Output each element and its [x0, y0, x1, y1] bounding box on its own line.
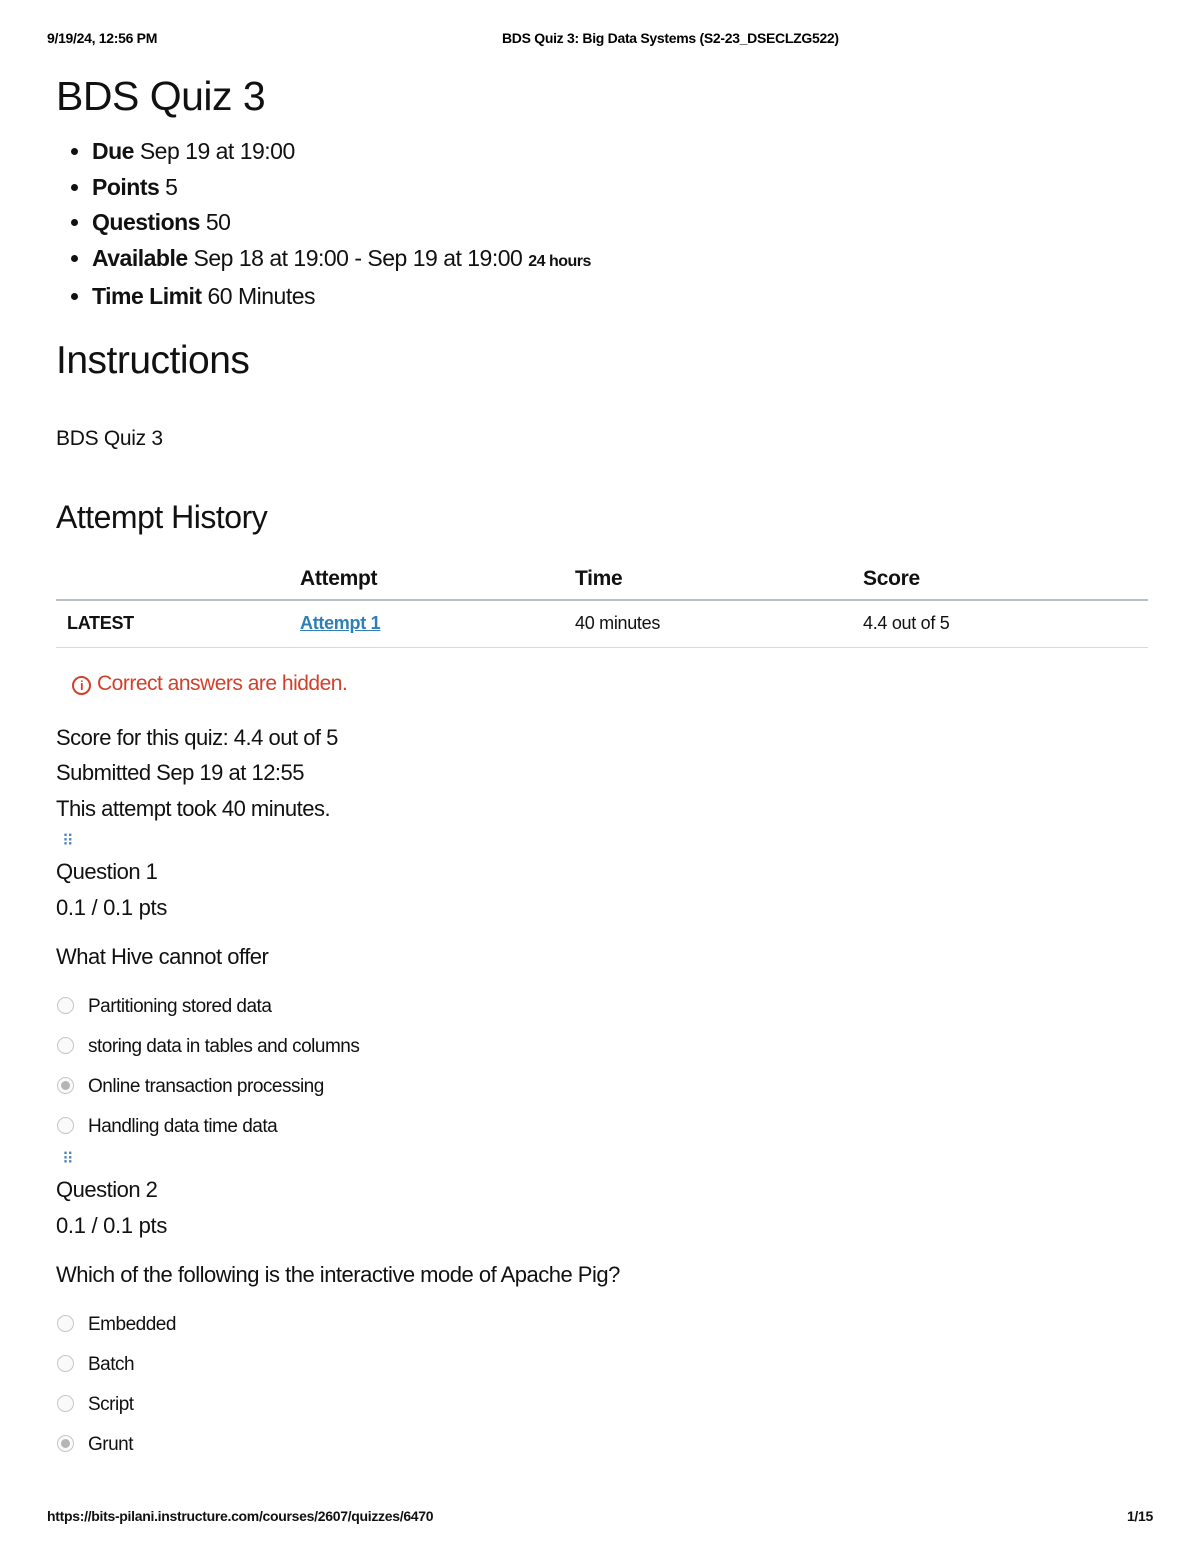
table-header-row: [56, 559, 1148, 600]
answer-label: Script: [88, 1394, 134, 1415]
answer-label: Online transaction processing: [88, 1076, 324, 1097]
attempt-history-heading: Attempt History: [56, 498, 268, 535]
quiz-title: BDS Quiz 3: [56, 73, 266, 119]
detail-label: Points: [92, 173, 160, 200]
answer-list: [56, 1314, 1148, 1474]
detail-points: [92, 170, 1148, 206]
page-url: https://bits-pilani.instructure.com/courses/2607/quizzes/6470: [47, 1508, 434, 1524]
detail-label: Due: [92, 138, 134, 164]
column-header-blank: [56, 559, 300, 600]
question-text: What Hive cannot offer: [56, 944, 269, 969]
attempt-history-table: [56, 559, 1148, 648]
answer-option[interactable]: [56, 1116, 1148, 1144]
detail-value: 5: [165, 173, 178, 200]
detail-value: 50: [205, 209, 231, 235]
question-title: Question 1: [56, 859, 158, 884]
drag-handle-icon[interactable]: ⠿: [62, 833, 72, 850]
attempt-cell: [300, 600, 575, 648]
answer-option[interactable]: [56, 1354, 1148, 1394]
submitted-summary: Submitted Sep 19 at 12:55: [56, 760, 305, 785]
column-header-score: Score: [863, 559, 1148, 600]
instructions-heading: Instructions: [56, 338, 250, 382]
question-2: [56, 1148, 1148, 1474]
detail-time-limit: [92, 279, 1148, 315]
page-number: 1/15: [1126, 1508, 1153, 1524]
attempt-summary: [56, 720, 1148, 827]
answer-label: storing data in tables and columns: [88, 1036, 360, 1057]
radio-button[interactable]: [57, 997, 74, 1014]
answer-label: Batch: [88, 1354, 135, 1375]
question-title: Question 2: [56, 1177, 158, 1202]
answer-option[interactable]: [56, 1434, 1148, 1474]
column-header-attempt: Attempt: [300, 559, 575, 600]
detail-questions: [92, 205, 1148, 241]
detail-available: [92, 241, 1148, 280]
detail-label: Time Limit: [92, 283, 202, 309]
detail-value: Sep 18 at 19:00 - Sep 19 at 19:00: [193, 244, 523, 271]
answer-option[interactable]: [56, 1036, 1148, 1076]
attempt-link[interactable]: Attempt 1: [300, 613, 381, 633]
print-footer: [47, 1508, 1153, 1528]
question-1: [56, 830, 1148, 1144]
answer-option[interactable]: [56, 996, 1148, 1036]
detail-extra: 24 hours: [528, 252, 591, 270]
answer-option[interactable]: [56, 1076, 1148, 1116]
answer-label: Embedded: [88, 1314, 176, 1335]
answer-option[interactable]: [56, 1314, 1148, 1354]
drag-handle-icon[interactable]: ⠿: [62, 1151, 72, 1168]
print-header: [47, 30, 1153, 50]
question-points: 0.1 / 0.1 pts: [56, 895, 168, 920]
quiz-content: [56, 70, 1148, 1474]
radio-button[interactable]: [57, 1355, 74, 1372]
detail-due: [92, 134, 1148, 170]
print-document-title: BDS Quiz 3: Big Data Systems (S2-23_DSECLZG522): [502, 30, 839, 46]
quiz-details-list: [56, 134, 1148, 315]
question-points: 0.1 / 0.1 pts: [56, 1213, 168, 1238]
detail-value: 60 Minutes: [207, 283, 316, 309]
score-summary: Score for this quiz: 4.4 out of 5: [56, 724, 338, 750]
answer-list: [56, 996, 1148, 1144]
radio-button-selected[interactable]: [57, 1435, 74, 1452]
answer-label: Partitioning stored data: [88, 996, 272, 1017]
radio-button[interactable]: [57, 1117, 74, 1134]
answer-label: Grunt: [88, 1434, 134, 1455]
print-date: 9/19/24, 12:56 PM: [47, 30, 158, 46]
detail-label: Questions: [92, 209, 200, 235]
answer-label: Handling data time data: [88, 1116, 278, 1137]
radio-button[interactable]: [57, 1037, 74, 1054]
radio-button-selected[interactable]: [57, 1077, 74, 1094]
duration-summary: This attempt took 40 minutes.: [56, 795, 331, 821]
info-icon: i: [72, 676, 91, 695]
notice-text: Correct answers are hidden.: [97, 671, 348, 695]
latest-label: LATEST: [56, 600, 300, 648]
correct-answers-hidden-notice: [72, 670, 1148, 698]
table-row: [56, 600, 1148, 648]
detail-value: Sep 19 at 19:00: [139, 138, 295, 164]
detail-label: Available: [92, 244, 188, 271]
column-header-time: Time: [575, 559, 863, 600]
question-text: Which of the following is the interactive mode of Apache Pig?: [56, 1262, 620, 1287]
time-cell: 40 minutes: [575, 600, 863, 648]
instructions-text: BDS Quiz 3: [56, 426, 163, 450]
radio-button[interactable]: [57, 1395, 74, 1412]
radio-button[interactable]: [57, 1315, 74, 1332]
score-cell: 4.4 out of 5: [863, 600, 1148, 648]
answer-option[interactable]: [56, 1394, 1148, 1434]
